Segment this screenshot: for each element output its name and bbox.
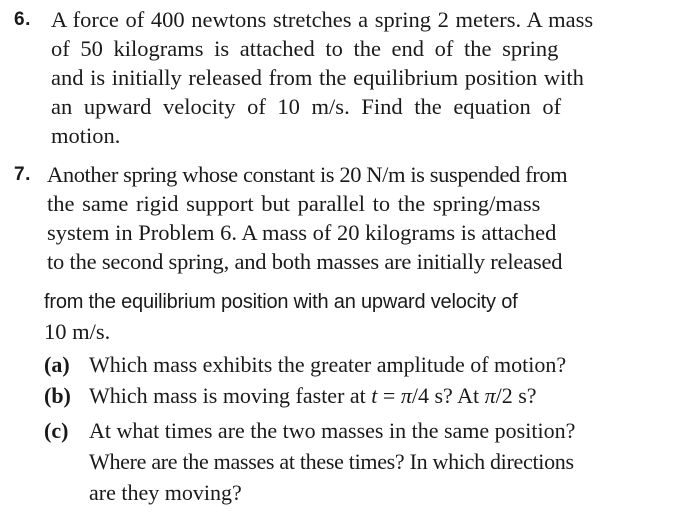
part-b-text-mid: /4 s? At: [411, 383, 485, 408]
problem-6-line-1: A force of 400 newtons stretches a spring 2 meters. A mass: [51, 7, 594, 32]
problem-7-line-5: from the equilibrium position with an upward velocity of: [44, 291, 518, 313]
part-c-label: (c): [44, 418, 69, 443]
problem-7-line-6: 10 m/s.: [44, 319, 111, 344]
part-b-var-t: t: [371, 383, 378, 408]
part-b-text-before: Which mass is moving faster at: [89, 383, 372, 408]
problem-7-line-4: to the second spring, and both masses are initially released: [47, 249, 563, 274]
part-b-equals: =: [377, 383, 401, 408]
part-b-label: (b): [44, 383, 71, 408]
problem-7-line-2: the same rigid support but parallel to the spring/mass: [47, 191, 541, 216]
part-b-pi-2: π: [484, 383, 496, 408]
part-a-label: (a): [44, 352, 70, 377]
problem-7-line-3: system in Problem 6. A mass of 20 kilograms is attached: [47, 220, 557, 245]
part-c-line-3: are they moving?: [89, 480, 242, 505]
part-b-text: [89, 381, 537, 410]
problem-7-line-1: Another spring whose constant is 20 N/m is suspended from: [47, 162, 568, 187]
part-b-pi-1: π: [400, 383, 412, 408]
problem-6-line-4: an upward velocity of 10 m/s. Find the equation of: [51, 94, 562, 119]
part-c-line-2: Where are the masses at these times? In which directions: [89, 449, 574, 474]
problem-6-line-5: motion.: [51, 123, 121, 148]
problem-6-number: 6.: [14, 9, 31, 30]
part-a-text: Which mass exhibits the greater amplitude of motion?: [89, 352, 567, 377]
part-c-line-1: At what times are the two masses in the same position?: [89, 418, 576, 443]
part-b-text-after: /2 s?: [495, 383, 537, 408]
problem-6-line-2: of 50 kilograms is attached to the end of the spring: [51, 36, 559, 61]
problem-6-line-3: and is initially released from the equilibrium position with: [51, 65, 584, 90]
problem-7-number: 7.: [14, 164, 31, 185]
